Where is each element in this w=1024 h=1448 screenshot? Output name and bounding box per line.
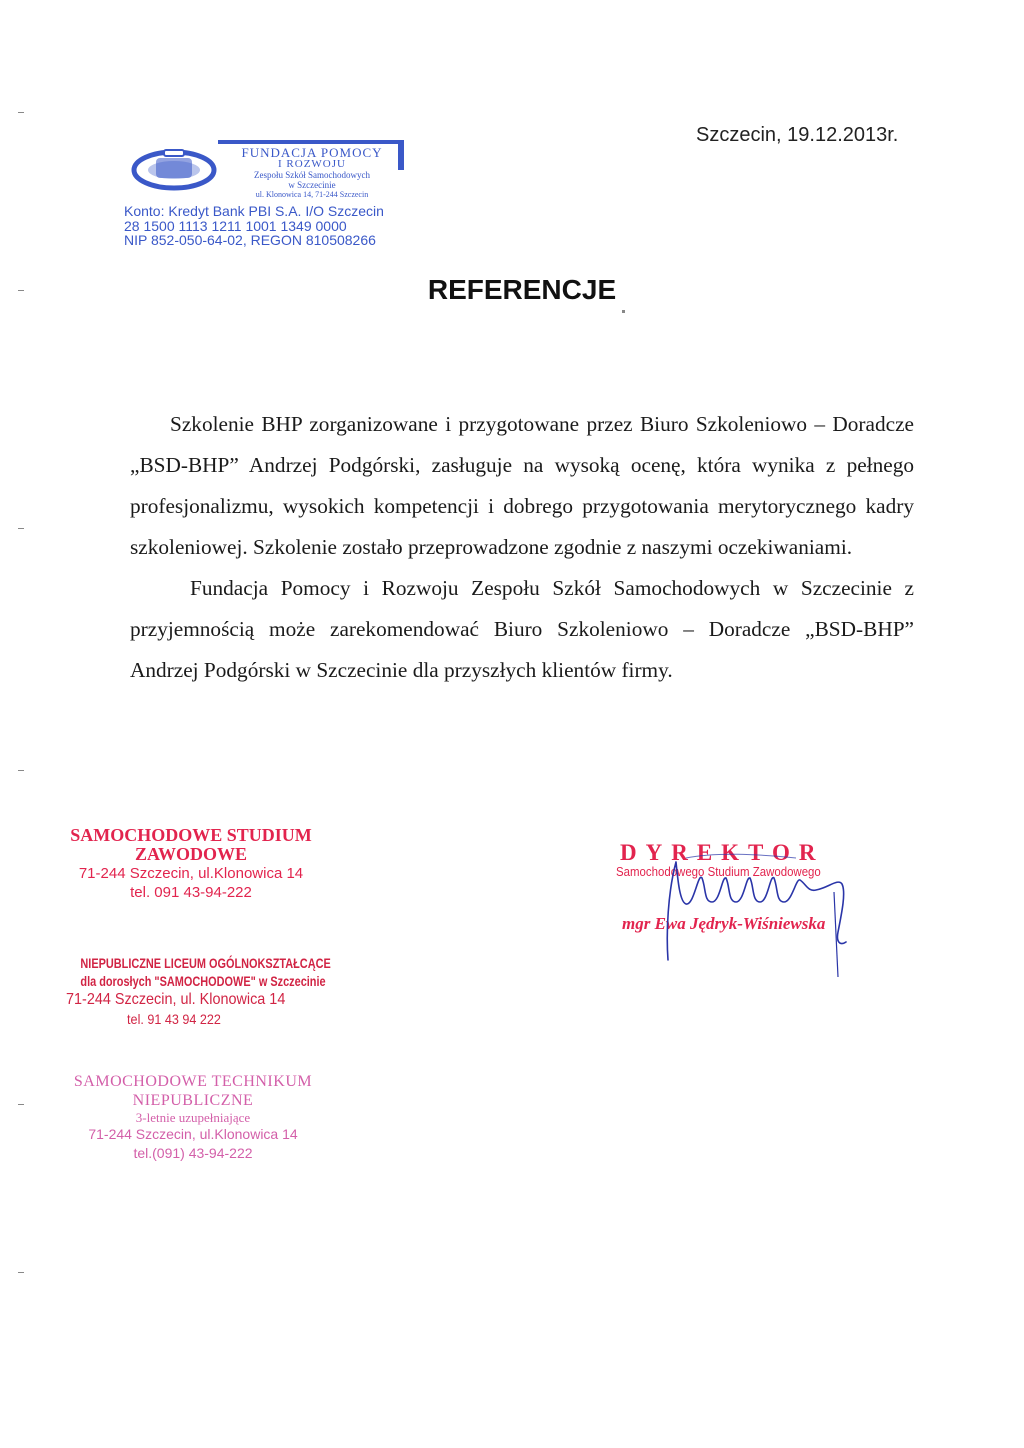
director-title: DYREKTOR [620, 840, 825, 865]
letter-body [130, 404, 914, 691]
foundation-stamp [122, 136, 414, 254]
director-institution: Samochodowego Studium Zawodowego [616, 864, 821, 879]
liceum-address: 71-244 Szczecin, ul. Klonowica 14 [66, 991, 286, 1008]
studium-phone: tel. 091 43-94-222 [130, 884, 252, 901]
studium-stamp [60, 826, 322, 902]
document-title: REFERENCJE [427, 274, 617, 305]
studium-name-line2: ZAWODOWE [134, 844, 248, 864]
foundation-name-line1: FUNDACJA POMOCY [241, 145, 383, 160]
liceum-name-line1: NIEPUBLICZNE LICEUM OGÓLNOKSZTAŁCĄCE [80, 955, 331, 971]
technikum-stamp [62, 1072, 324, 1163]
foundation-nip-regon: NIP 852-050-64-02, REGON 810508266 [124, 232, 376, 248]
liceum-name-line2: dla dorosłych "SAMOCHODOWE" w Szczecinie [80, 973, 326, 989]
car-logo-icon [128, 144, 220, 192]
margin-mark [18, 112, 24, 113]
studium-address: 71-244 Szczecin, ul.Klonowica 14 [78, 865, 304, 882]
margin-mark [18, 528, 24, 529]
technikum-name-line1: SAMOCHODOWE TECHNIKUM [73, 1073, 313, 1090]
margin-mark [18, 1272, 24, 1273]
margin-mark [18, 1104, 24, 1105]
stamp-frame-top [218, 140, 402, 144]
foundation-bank: Konto: Kredyt Bank PBI S.A. I/O Szczecin [124, 203, 384, 219]
foundation-name-line2: I ROZWOJU [278, 158, 346, 170]
body-paragraph: Fundacja Pomocy i Rozwoju Zespołu Szkół Samochodowych w Szczecinie z przyjemnością może zarekomendować Biuro Szkoleniowo – Doradcze „BSD-BHP” Andrzej Podgórski w Szczecinie dla przyszłych klientów firmy. [130, 576, 914, 682]
studium-name-line1: SAMOCHODOWE STUDIUM [70, 825, 312, 845]
speck [622, 310, 625, 313]
liceum-phone: tel. 91 43 94 222 [127, 1011, 221, 1027]
foundation-address: ul. Klonowica 14, 71-244 Szczecin [255, 190, 369, 199]
technikum-address: 71-244 Szczecin, ul.Klonowica 14 [88, 1126, 298, 1142]
body-paragraph: Szkolenie BHP zorganizowane i przygotowane przez Biuro Szkoleniowo – Doradcze „BSD-BHP” Andrzej Podgórski, zasługuje na wysoką ocenę, która wynika z pełnego profesjonalizmu, wysokich kompetencji i dobrego przygotowania merytorycznego kadry szkoleniowej. Szkolenie zostało przeprowadzone zgodnie z naszymi oczekiwaniami. [130, 412, 914, 559]
director-name: mgr Ewa Jędryk-Wiśniewska [622, 914, 826, 933]
technikum-phone: tel.(091) 43-94-222 [133, 1145, 253, 1161]
foundation-name-line3: Zespołu Szkół Samochodowych [254, 170, 370, 180]
document-date: Szczecin, 19.12.2013r. [696, 124, 899, 146]
foundation-account-number: 28 1500 1113 1211 1001 1349 0000 [124, 218, 347, 234]
director-stamp [606, 832, 866, 982]
liceum-stamp [54, 954, 331, 1028]
signature [606, 832, 866, 982]
technikum-type: 3-letnie uzupełniające [135, 1110, 251, 1125]
foundation-name-line4: w Szczecinie [288, 180, 336, 190]
margin-mark [18, 770, 24, 771]
technikum-name-line2: NIEPUBLICZNE [132, 1092, 254, 1109]
